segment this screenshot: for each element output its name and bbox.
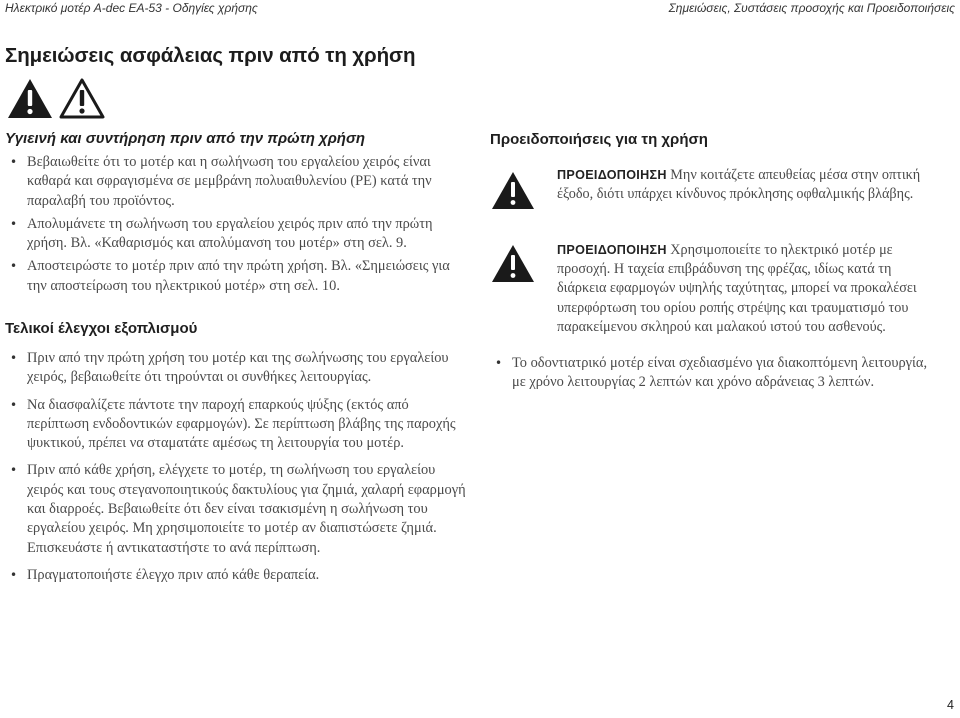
- list-item-text: Βεβαιωθείτε ότι το μοτέρ και η σωλήνωση του εργαλείου χειρός είναι καθαρά και σφραγισμένα σε μεμβράνη πολυαιθυλενίου (PE) κατά την παραλαβή του προϊόντος.: [27, 154, 432, 209]
- list-item: [5, 566, 470, 585]
- list-item-text: Απολυμάνετε τη σωλήνωση του εργαλείου χειρός πριν από την πρώτη χρήση. Βλ. «Καθαρισμός και απολύμανση του μοτέρ» στη σελ. 9.: [27, 215, 433, 252]
- bullet-icon: •: [10, 567, 18, 582]
- list-item: [5, 396, 470, 454]
- final-checks-heading: Τελικοί έλεγχοι εξοπλισμού: [5, 320, 198, 337]
- running-header-document-title: Ηλεκτρικό μοτέρ A-dec EA-53 - Οδηγίες χρήσης: [5, 1, 258, 15]
- page-number: 4: [947, 698, 954, 712]
- warning-triangle-icon: [6, 77, 58, 94]
- hygiene-section: [5, 130, 470, 296]
- bullet-icon: •: [10, 397, 18, 412]
- list-item-text: Πριν από την πρώτη χρήση του μοτέρ και της σωλήνωσης του εργαλείου χειρός, βεβαιωθείτε ότι τηρούνται οι συνθήκες λειτουργίας.: [27, 350, 449, 386]
- list-item: [5, 153, 470, 211]
- warning-text: [557, 241, 932, 337]
- list-item-text: Το οδοντιατρικό μοτέρ είναι σχεδιασμένο για διακοπτόμενη λειτουργία, με χρόνο λειτουργίας 2 λεπτών και χρόνο αδράνειας 3 λεπτών.: [512, 355, 928, 391]
- final-checks-list: [5, 349, 470, 585]
- bullet-icon: •: [10, 155, 18, 169]
- list-item: [490, 354, 930, 393]
- warning-signal-word: ΠΡΟΕΙΔΟΠΟΙΗΣΗ: [557, 243, 667, 257]
- usage-warnings-heading: Προειδοποιήσεις για τη χρήση: [490, 131, 708, 148]
- warning-text: [557, 166, 932, 204]
- hygiene-heading: Υγιεινή και συντήρηση πριν από την πρώτη χρήση: [5, 130, 366, 147]
- list-item-text: Πραγματοποιήστε έλεγχο πριν από κάθε θεραπεία.: [27, 566, 320, 583]
- bullet-icon: •: [10, 216, 18, 231]
- warning-signal-word: ΠΡΟΕΙΔΟΠΟΙΗΣΗ: [557, 168, 667, 182]
- list-item-text: Αποστειρώστε το μοτέρ πριν από την πρώτη χρήση. Βλ. «Σημειώσεις για την αποστείρωση του ηλεκτρικού μοτέρ» στη σελ. 10.: [27, 258, 450, 294]
- warning-triangle-outline-icon: [58, 77, 106, 94]
- warning-triangle-icon: [490, 243, 536, 289]
- bullet-icon: •: [495, 356, 503, 370]
- list-item: [5, 257, 470, 296]
- list-item-text: Να διασφαλίζετε πάντοτε την παροχή επαρκούς ψύξης (εκτός από περίπτωση ενδοδοντικών εφαρμογών). Σε περίπτωση βλάβης της παροχής ψυκτικού, πρέπει να σταματάτε αμέσως τη λειτουργία του μοτέρ.: [27, 396, 456, 452]
- warning-message: Μην κοιτάζετε απευθείας μέσα στην οπτική έξοδο, διότι υπάρχει κίνδυνος πρόκλησης οφθαλμικής βλάβης.: [557, 167, 921, 203]
- page-title: Σημειώσεις ασφάλειας πριν από τη χρήση: [5, 44, 416, 67]
- list-item: [5, 349, 470, 388]
- warning-triangle-icon: [490, 170, 536, 216]
- list-item-text: Πριν από κάθε χρήση, ελέγχετε το μοτέρ, τη σωλήνωση του εργαλείου χειρός και τους στεγανοποιητικούς δακτυλίους για ζημιά, χαλαρή εφαρμογή και διαρροές. Βεβαιωθείτε ότι δεν είναι τσακισμένη η σωλήνωση του εργαλείου χειρός. Μη χρησιμοποιείτε το μοτέρ αν διαπιστώσετε ζημιά. Επισκευάστε ή αντικαταστήστε το ανά περίπτωση.: [27, 462, 466, 556]
- final-checks-section: [5, 320, 470, 585]
- hygiene-list: [5, 153, 470, 296]
- bullet-icon: •: [10, 463, 18, 478]
- bullet-icon: •: [10, 259, 18, 274]
- running-header: [5, 1, 955, 17]
- warning-message: Χρησιμοποιείτε το ηλεκτρικό μοτέρ με προσοχή. Η ταχεία επιβράδυνση της φρέζας, ιδίως κατά τη διάρκεια εφαρμογών υψηλής ταχύτητας, μπορεί να προκαλέσει υπερφόρτωση του ορίου ροπής στρέψης και τραυματισμό του παρακείμενου σκληρού και μαλακού ιστού του ασθενούς.: [557, 242, 917, 335]
- list-item: [5, 215, 470, 254]
- warning-icons-group: [6, 77, 106, 120]
- usage-list: [490, 354, 930, 393]
- bullet-icon: •: [10, 351, 18, 365]
- list-item: [5, 461, 470, 557]
- running-header-section-title: Σημειώσεις, Συστάσεις προσοχής και Προειδοποιήσεις: [668, 1, 955, 15]
